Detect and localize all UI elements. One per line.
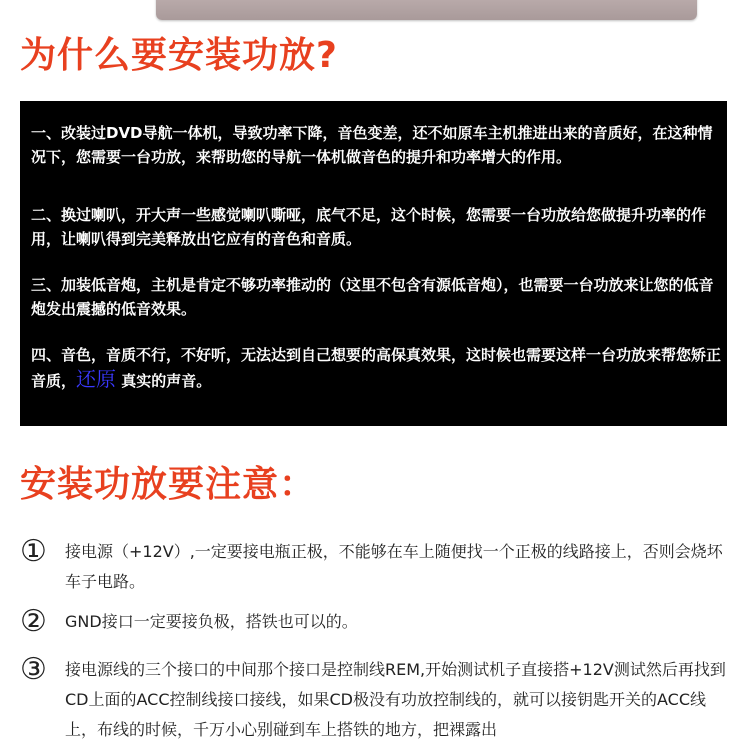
reason-2: 二、换过喇叭，开大声一些感觉喇叭嘶哑，底气不足，这个时候，您需要一台功放给您做提升功率的作用，让喇叭得到完美释放出它应有的音色和音质。 xyxy=(31,206,707,248)
reason-1: 一、改装过DVD导航一体机，导致功率下降，音色变差，还不如原车主机推进出来的音质好，在这种情况下，您需要一台功放，来帮助您的导航一体机做音色的提升和功率增大的作用。 xyxy=(31,124,713,166)
reason-4-highlight: 还原 xyxy=(76,367,117,391)
note-1-text: 接电源（+12V）,一定要接电瓶正极，不能够在车上随便找一个正极的线路接上，否则会烧坏车子电路。 xyxy=(65,542,723,591)
reason-4-text-end: 真实的声音。 xyxy=(116,372,212,390)
note-2-text: GND接口一定要接负极，搭铁也可以的。 xyxy=(65,612,358,631)
installation-notes-heading: 安装功放要注意： xyxy=(20,464,317,505)
reason-4 xyxy=(31,343,721,393)
circled-number-2-icon: ② xyxy=(20,604,47,639)
product-image-bottom-edge xyxy=(156,0,697,20)
circled-number-3-icon: ③ xyxy=(20,652,47,687)
note-3-text: 接电源线的三个接口的中间那个接口是控制线REM,开始测试机子直接搭+12V测试然后再找到CD上面的ACC控制线接口接线，如果CD极没有功放控制线的，就可以接钥匙开关的ACC线上，布线的时候，千万小心别碰到车上搭铁的地方，把裸露出 xyxy=(65,660,726,739)
reason-3: 三、加装低音炮，主机是肯定不够功率推动的（这里不包含有源低音炮），也需要一台功放来让您的低音炮发出震撼的低音效果。 xyxy=(31,276,714,318)
reasons-panel xyxy=(20,101,727,426)
reason-4-text: 四、音色，音质不行，不好听，无法达到自己想要的高保真效果，这时候也需要这样一台功放来帮您矫正音质， xyxy=(31,346,722,390)
why-install-amplifier-heading: 为什么要安装功放? xyxy=(20,35,338,76)
circled-number-1-icon: ① xyxy=(20,534,47,569)
